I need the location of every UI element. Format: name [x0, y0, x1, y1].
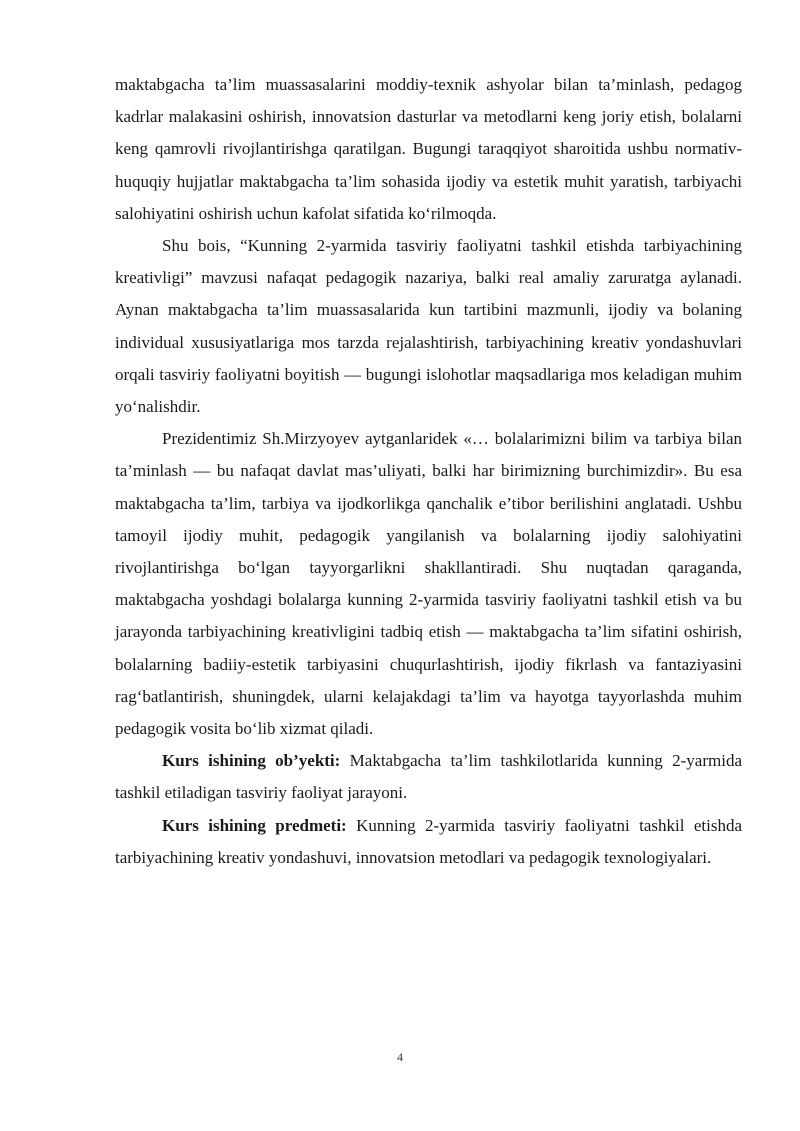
course-object-text: Maktabgacha ta’lim tashkilotlarida kunning 2-yarmida tashkil etiladigan tasviriy faoliyat jarayoni.: [115, 751, 743, 803]
paragraph-course-subject: [115, 810, 742, 874]
course-subject-label: Kurs ishining predmeti:: [162, 815, 347, 835]
page-number: 4: [397, 1050, 403, 1064]
paragraph-president-quote: Prezidentimiz Sh.Mirzyoyev aytganlaridek «… bolalarimizni bilim va tarbiya bilan ta’minlash — bu nafaqat davlat mas’uliyati, balki har birimizning burchimizdir». Bu esa maktabgacha ta’lim, tarbiya va ijodkorlikga qanchalik e’tibor berilishini anglatadi. Ushbu tamoyil ijodiy muhit, pedagogik yangilanish va bolalarning ijodiy salohiyatini rivojlantirishga bo‘lgan tayyorgarlikni shakllantiradi. Shu nuqtadan qaraganda, maktabgacha yoshdagi bolalarga kunning 2-yarmida tasviriy faoliyatni tashkil etish va bu jarayonda tarbiyachining kreativligini tadbiq etish — maktabgacha ta’lim sifatini oshirish, bolalarning badiiy-estetik tarbiyasini chuqurlashtirish, ijodiy fikrlash va fantaziyasini rag‘batlantirish, shuningdek, ularni kelajakdagi ta’lim va hayotga tayyorlashda muhim pedagogik vosita bo‘lib xizmat qiladi.: [115, 429, 742, 739]
course-subject-text: Kunning 2-yarmida tasviriy faoliyatni tashkil etishda tarbiyachining kreativ yondashuvi, innovatsion metodlari va pedagogik texnologiyalari.: [115, 815, 742, 867]
document-page: [115, 69, 742, 874]
paragraph-continuation: maktabgacha ta’lim muassasalarini moddiy-texnik ashyolar bilan ta’minlash, pedagog kadrlar malakasini oshirish, innovatsion dasturlar va metodlarni keng joriy etish, bolalarni keng qamrovli rivojlantirishga qaratilgan. Bugungi taraqqiyot sharoitida ushbu normativ-huquqiy hujjatlar maktabgacha ta’lim sohasida ijodiy va estetik muhit yaratish, tarbiyachi salohiyatini oshirish uchun kafolat sifatida ko‘rilmoqda.: [115, 75, 742, 223]
paragraph-topic-relevance: Shu bois, “Kunning 2-yarmida tasviriy faoliyatni tashkil etishda tarbiyachining kreativligi” mavzusi nafaqat pedagogik nazariya, balki real amaliy zaruratga aylanadi. Aynan maktabgacha ta’lim muassasalarida kun tartibini mazmunli, ijodiy va bolaning individual xususiyatlariga mos tarzda rejalashtirish, tarbiyachining kreativ yondashuvlari orqali tasviriy faoliyatni boyitish — bugungi islohotlar maqsadlariga mos keladigan muhim yo‘nalishdir.: [115, 236, 742, 417]
course-object-label: Kurs ishining ob’yekti:: [162, 751, 341, 771]
paragraph-course-object: [115, 745, 742, 809]
